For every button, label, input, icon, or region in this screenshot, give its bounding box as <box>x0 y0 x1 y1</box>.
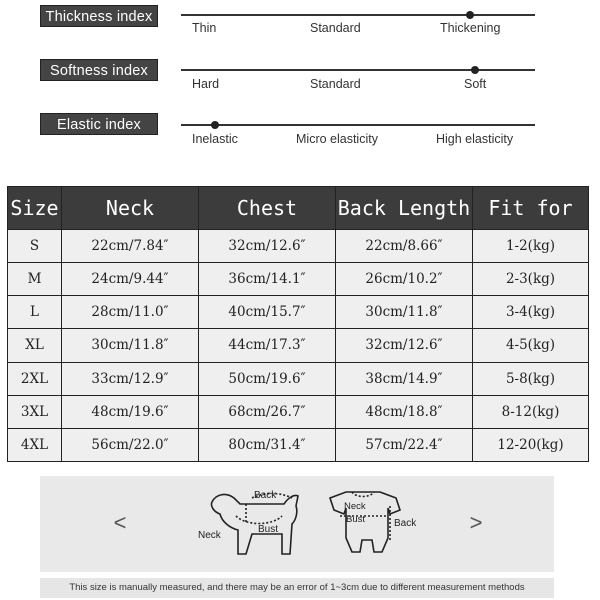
cell-back-length: 22cm/8.66″ <box>336 230 473 263</box>
cell-size: M <box>8 263 62 296</box>
cell-fit-for: 2-3(kg) <box>473 263 589 296</box>
cell-fit-for: 4-5(kg) <box>473 329 589 362</box>
header-back-length: Back Length <box>336 187 473 230</box>
table-row <box>8 296 589 329</box>
cell-back-length: 30cm/11.8″ <box>336 296 473 329</box>
cell-back-length: 26cm/10.2″ <box>336 263 473 296</box>
elastic-marker <box>211 121 219 129</box>
cell-chest: 68cm/26.7″ <box>199 395 336 428</box>
cell-chest: 36cm/14.1″ <box>199 263 336 296</box>
cell-back-length: 38cm/14.9″ <box>336 362 473 395</box>
cell-fit-for: 5-8(kg) <box>473 362 589 395</box>
cell-size: L <box>8 296 62 329</box>
cell-chest: 50cm/19.6″ <box>199 362 336 395</box>
header-neck: Neck <box>62 187 199 230</box>
cell-neck: 28cm/11.0″ <box>62 296 199 329</box>
table-row <box>8 263 589 296</box>
cell-neck: 48cm/19.6″ <box>62 395 199 428</box>
table-row <box>8 230 589 263</box>
cell-neck: 30cm/11.8″ <box>62 329 199 362</box>
cell-neck: 22cm/7.84″ <box>62 230 199 263</box>
thickness-tick-thickening: Thickening <box>440 21 501 35</box>
cell-fit-for: 12-20(kg) <box>473 428 589 461</box>
dog-label-bust: Bust <box>258 524 279 535</box>
size-chart-table <box>7 186 589 462</box>
measurement-illustration <box>40 476 554 572</box>
elastic-scale-line <box>181 124 535 126</box>
softness-marker <box>471 66 479 74</box>
softness-tick-hard: Hard <box>192 77 220 91</box>
cell-chest: 80cm/31.4″ <box>199 428 336 461</box>
garment-label-bust: Bust <box>346 514 366 525</box>
cell-fit-for: 3-4(kg) <box>473 296 589 329</box>
cell-fit-for: 8-12(kg) <box>473 395 589 428</box>
thickness-tick-standard: Standard <box>310 21 361 35</box>
softness-tick-soft: Soft <box>464 77 487 91</box>
dog-label-neck: Neck <box>198 530 221 541</box>
cell-neck: 33cm/12.9″ <box>62 362 199 395</box>
left-arrow-icon: < <box>113 510 127 535</box>
table-header-row <box>8 187 589 230</box>
elastic-index-label: Elastic index <box>40 113 158 135</box>
measurement-diagram <box>40 476 554 572</box>
cell-back-length: 32cm/12.6″ <box>336 329 473 362</box>
thickness-tick-thin: Thin <box>192 21 217 35</box>
table-row <box>8 428 589 461</box>
cell-fit-for: 1-2(kg) <box>473 230 589 263</box>
header-chest: Chest <box>199 187 336 230</box>
thickness-scale-line <box>181 14 535 16</box>
garment-label-neck: Neck <box>344 501 366 512</box>
garment-label-back: Back <box>394 518 417 529</box>
cell-neck: 24cm/9.44″ <box>62 263 199 296</box>
cell-chest: 44cm/17.3″ <box>199 329 336 362</box>
header-size: Size <box>8 187 62 230</box>
cell-size: XL <box>8 329 62 362</box>
softness-index-label: Softness index <box>40 59 158 81</box>
elastic-tick-inelastic: Inelastic <box>192 132 238 146</box>
cell-back-length: 48cm/18.8″ <box>336 395 473 428</box>
cell-back-length: 57cm/22.4″ <box>336 428 473 461</box>
cell-chest: 40cm/15.7″ <box>199 296 336 329</box>
table-row <box>8 362 589 395</box>
thickness-marker <box>466 11 474 19</box>
dog-icon <box>211 494 298 555</box>
cell-size: 3XL <box>8 395 62 428</box>
cell-size: 4XL <box>8 428 62 461</box>
right-arrow-icon: > <box>469 510 483 535</box>
cell-chest: 32cm/12.6″ <box>199 230 336 263</box>
measurement-footnote: This size is manually measured, and there may be an error of 1~3cm due to different measurement methods <box>40 578 554 598</box>
softness-scale-line <box>181 69 535 71</box>
cell-neck: 56cm/22.0″ <box>62 428 199 461</box>
table-row <box>8 329 589 362</box>
elastic-tick-micro: Micro elasticity <box>296 132 378 146</box>
cell-size: 2XL <box>8 362 62 395</box>
dog-label-back: Back <box>254 490 277 501</box>
elastic-tick-high: High elasticity <box>436 132 514 146</box>
table-row <box>8 395 589 428</box>
softness-tick-standard: Standard <box>310 77 361 91</box>
header-fit-for: Fit for <box>473 187 589 230</box>
thickness-index-label: Thickness index <box>40 5 158 27</box>
cell-size: S <box>8 230 62 263</box>
